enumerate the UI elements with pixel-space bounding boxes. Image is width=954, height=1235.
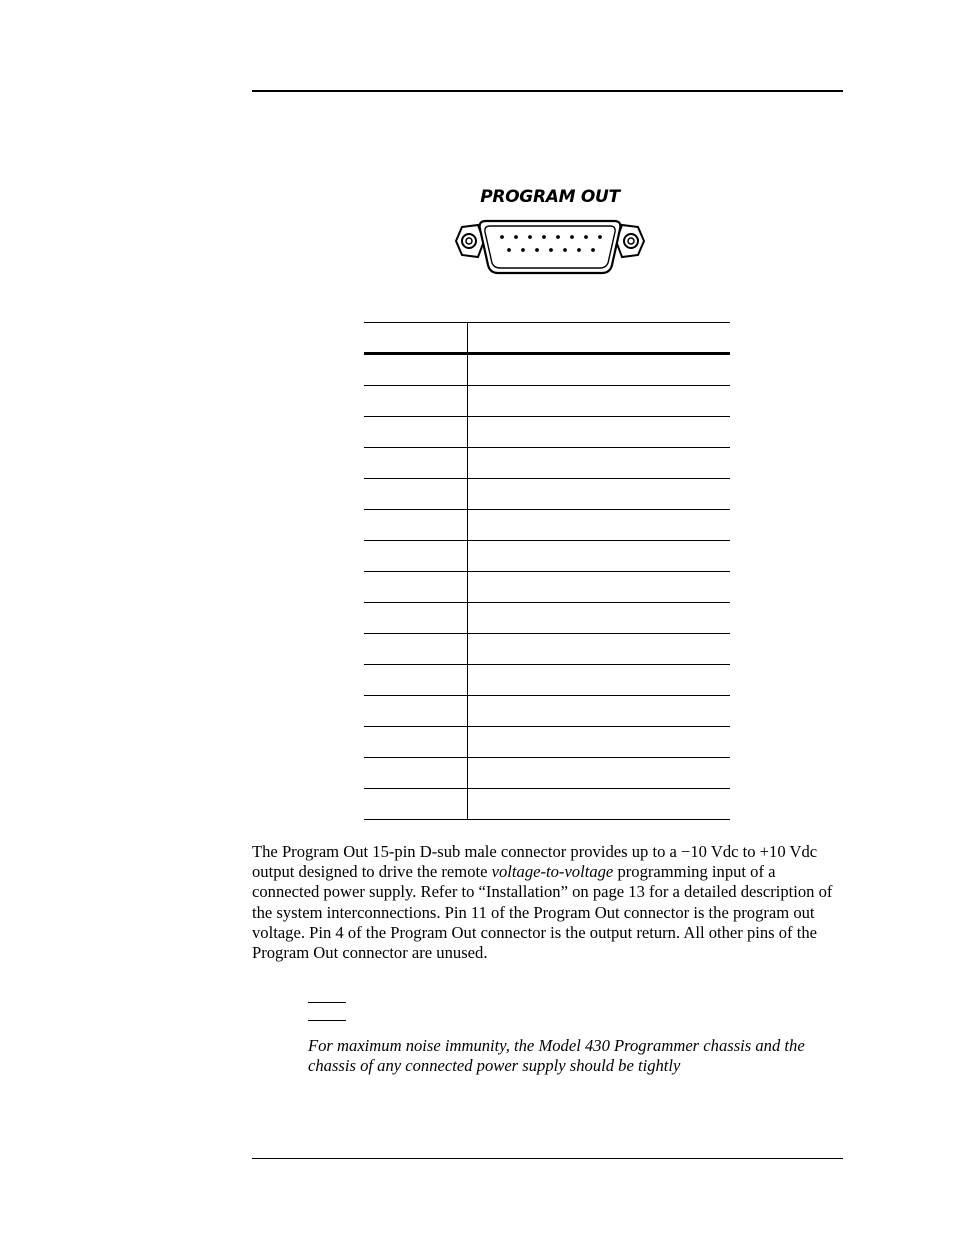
pin-cell [364, 696, 468, 727]
function-cell [468, 386, 731, 417]
function-cell [468, 727, 731, 758]
pin-cell [364, 479, 468, 510]
pin-column-header [364, 323, 468, 354]
table-row [364, 417, 730, 448]
pin-cell [364, 665, 468, 696]
pin-cell [364, 572, 468, 603]
db15-connector-icon [452, 219, 648, 275]
pin-cell [364, 354, 468, 386]
pin-cell [364, 758, 468, 789]
table-row [364, 665, 730, 696]
connector-title: PROGRAM OUT [480, 187, 620, 207]
function-cell [468, 510, 731, 541]
function-cell [468, 417, 731, 448]
pin-cell [364, 510, 468, 541]
note-marker [308, 1002, 346, 1038]
pin-cell [364, 417, 468, 448]
pin-assignment-table [364, 322, 730, 820]
note-marker-line [308, 1002, 346, 1003]
function-cell [468, 634, 731, 665]
footer-rule [252, 1158, 843, 1159]
header-rule [252, 90, 843, 92]
description-text-1: The Program Out 15-pin D-sub male connector provides up to a −10 Vdc to +10 Vdc output designed to drive the remote [252, 842, 818, 882]
table-row [364, 603, 730, 634]
table-header-row [364, 323, 730, 354]
function-cell [468, 448, 731, 479]
table-row [364, 510, 730, 541]
function-column-header [468, 323, 731, 354]
program-out-description [252, 842, 844, 963]
function-cell [468, 758, 731, 789]
pin-cell [364, 448, 468, 479]
function-cell [468, 665, 731, 696]
table-row [364, 479, 730, 510]
pin-cell [364, 634, 468, 665]
table-row [364, 758, 730, 789]
function-cell [468, 479, 731, 510]
function-cell [468, 603, 731, 634]
table-row [364, 727, 730, 758]
table-row [364, 386, 730, 417]
description-text-2: programming input of a connected power supply. Refer to “Installation” on page 13 for a detailed description of the system interconnections. Pin 11 of the Program Out connector is the program out voltage. Pin 4 of the Program Out connector is the output return. All other pins of the Program Out connector are unused. [252, 862, 833, 963]
table-row [364, 448, 730, 479]
function-cell [468, 572, 731, 603]
function-cell [468, 696, 731, 727]
pin-cell [364, 603, 468, 634]
note-text: For maximum noise immunity, the Model 430 Programmer chassis and the chassis of any connected power supply should be tightly [308, 1036, 805, 1076]
table-row [364, 634, 730, 665]
pin-cell [364, 727, 468, 758]
table-row [364, 541, 730, 572]
table-row [364, 354, 730, 386]
pin-cell [364, 541, 468, 572]
pin-cell [364, 789, 468, 820]
function-cell [468, 541, 731, 572]
function-cell [468, 354, 731, 386]
table-row [364, 789, 730, 820]
program-out-connector-figure [452, 183, 648, 278]
table-row [364, 572, 730, 603]
description-emphasis: voltage-to-voltage [491, 862, 614, 882]
pin-cell [364, 386, 468, 417]
table-row [364, 696, 730, 727]
note-marker-line [308, 1020, 346, 1021]
function-cell [468, 789, 731, 820]
